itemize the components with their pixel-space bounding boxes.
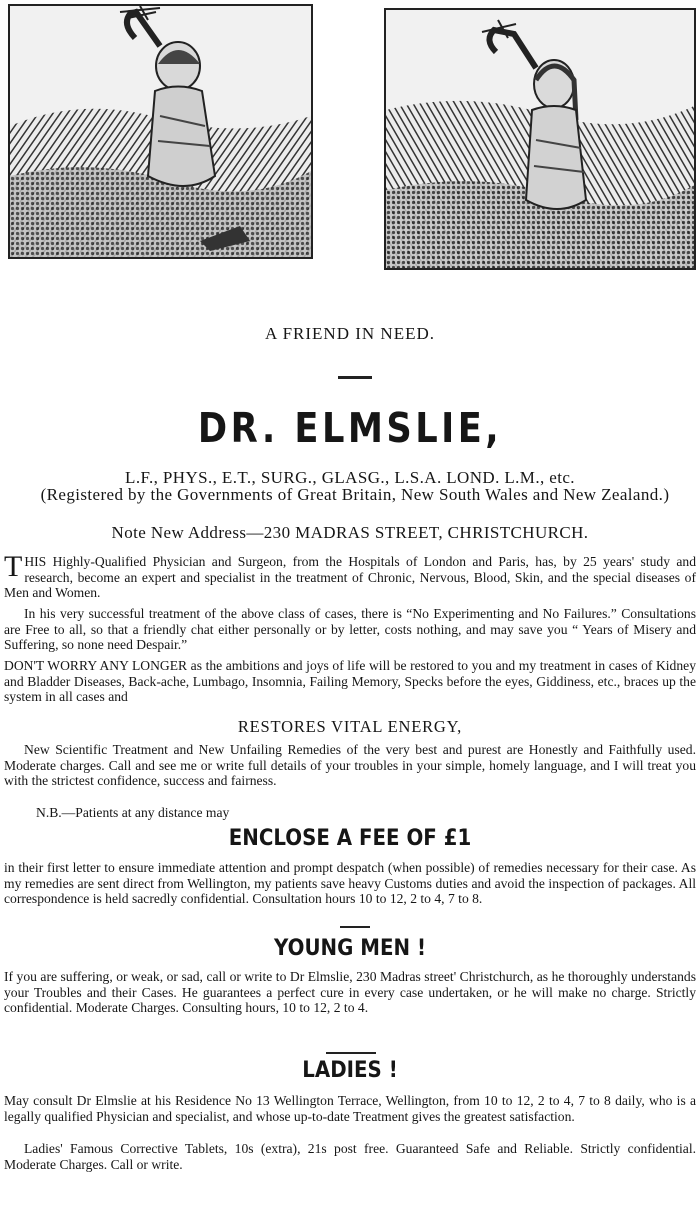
young-men-heading: YOUNG MEN ! <box>274 936 426 961</box>
registration-note: (Registered by the Governments of Great Britain, New South Wales and New Zealand.) <box>40 485 670 504</box>
dont-worry-paragraph: DON'T WORRY ANY LONGER as the ambitions and joys of life will be restored to you and my treatment in cases of Kidney and Bladder Diseases, Back-ache, Lumbago, Insomnia, Failing Memory, Specks before the eyes, Giddiness, etc., braces up the system in all cases and <box>4 658 696 705</box>
nb-line: N.B.—Patients at any distance may <box>36 805 230 820</box>
address-line: Note New Address—230 MADRAS STREET, CHRISTCHURCH. <box>111 523 589 542</box>
restores-heading: RESTORES VITAL ENERGY, <box>237 717 463 736</box>
section-divider <box>340 926 370 928</box>
qualifications: L.F., PHYS., E.T., SURG., GLASG., L.S.A. LOND. L.M., etc. <box>125 468 575 487</box>
experience-paragraph: In his very successful treatment of the above class of cases, there is “No Experimenting and No Failures.” Consultations are Free to all, so that a friendly chat either personally or by letter, costs nothing, and may save you “ Years of Misery and Suffering, so none need Despair.” <box>4 606 696 653</box>
intro-paragraph: THIS Highly-Qualified Physician and Surgeon, from the Hospitals of London and Paris, has, by 25 years' study and research, become an expert and specialist in the treatment of Chronic, Nervous, Blood, Skin, and the special diseases of Men and Women. <box>4 550 696 601</box>
section-divider <box>326 1052 376 1054</box>
doctor-name: DR. ELMSLIE, <box>197 404 503 452</box>
tablets-paragraph: Ladies' Famous Corrective Tablets, 10s (extra), 21s post free. Guaranteed Safe and Reliable. Strictly confidential. Moderate Charges. Call or write. <box>4 1141 696 1172</box>
header-divider <box>338 376 372 379</box>
ad-kicker: A FRIEND IN NEED. <box>265 324 435 343</box>
ladies-heading: LADIES ! <box>302 1058 398 1083</box>
fee-paragraph: in their first letter to ensure immediate attention and prompt despatch (when possible) of remedies necessary for their case. As my remedies are sent direct from Wellington, my patients save heavy Customs duties and avoid the inspection of packages. All correspondence is held sacredly confidential. Consultation hours 10 to 12, 2 to 4, 7 to 8. <box>4 860 696 907</box>
young-men-paragraph: If you are suffering, or weak, or sad, call or write to Dr Elmslie, 230 Madras street' Christchurch, as he thoroughly understands your Troubles and their Cases. He guarantees a perfect cure in every case undertaken, or he will make no charge. Strictly confidential. Moderate Charges. Consulting hours, 10 to 12, 2 to 4. <box>4 969 696 1016</box>
woodcut-illustration-left <box>8 4 313 259</box>
fee-heading: ENCLOSE A FEE OF £1 <box>228 826 472 851</box>
woodcut-illustration-right <box>384 8 696 270</box>
scientific-paragraph: New Scientific Treatment and New Unfailing Remedies of the very best and purest are Honestly and Faithfully used. Moderate charges. Call and see me or write full details of your troubles in your simple, homely language, and I will treat you with the strictest confidence, success and fairness. <box>4 742 696 789</box>
ladies-paragraph: May consult Dr Elmslie at his Residence No 13 Wellington Terrace, Wellington, from 10 to 12, 2 to 4, 7 to 8 daily, who is a legally qualified Physician and specialist, and whose up-to-date Treatment gives the greatest satisfaction. <box>4 1093 696 1124</box>
